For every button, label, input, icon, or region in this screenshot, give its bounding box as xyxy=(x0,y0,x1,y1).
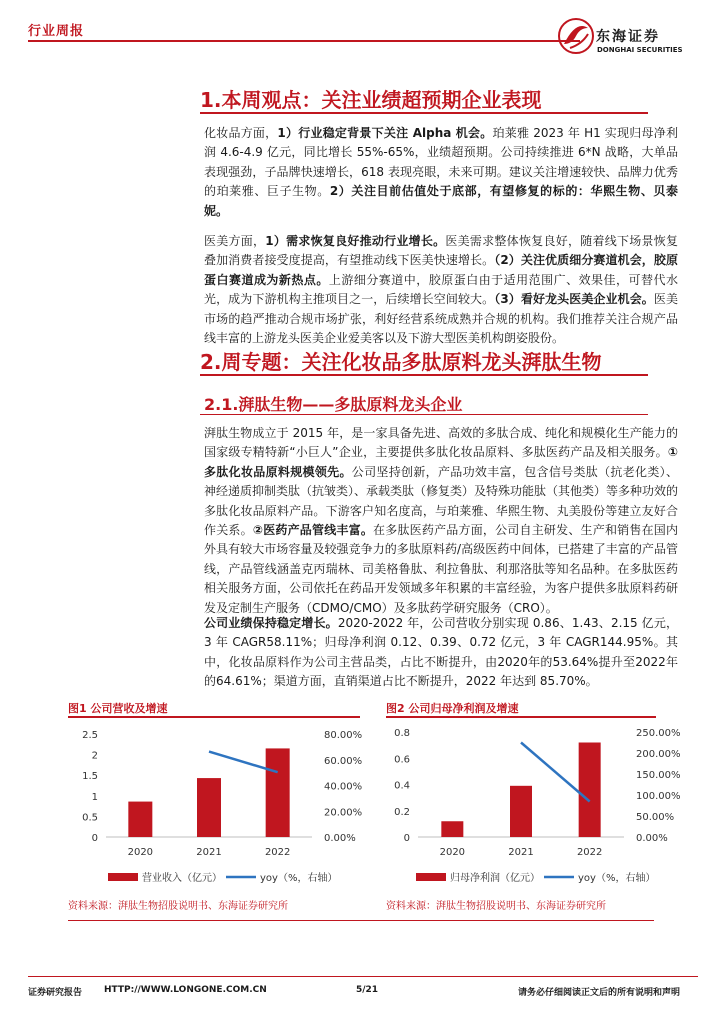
logo-text-en: DONGHAI SECURITIES xyxy=(597,46,683,54)
c2-x-tick-2021: 2021 xyxy=(508,847,534,858)
c1-left-tick: 0 xyxy=(91,833,98,844)
figure-1-legend-bar-label: 营业收入（亿元） xyxy=(142,873,222,884)
c1-right-tick: 60.00% xyxy=(324,755,363,767)
s2-p1-c: 在多肽医药产品方面，公司自主研发、生产和销售在国内外具有较大市场容量及较强竞争力的多肽原料药/高级医药中间体，已搭建了丰富的产品管线，产品管线涵盖克丙瑞林、司美格鲁肽、利拉鲁肽、利那洛肽等知名品种。在多肽医药相关服务方面，公司依托在药品开发领域多年积累的丰富经验，为客户提供多肽原料药研发及定制生产服务（CDMO/CMO）及多肽药学研究服务（CRO）。 xyxy=(204,523,678,615)
c1-right-tick: 20.00% xyxy=(324,807,363,819)
c2-bar-2020 xyxy=(441,821,463,837)
p2-lead: 医美方面， xyxy=(204,234,266,248)
p1-rest: 珀莱雅 2023 年 H1 实现归母净利润 4.6-4.9 亿元，同比增长 55%-65%，业绩超预期。公司持续推进 6*N 战略，大单品表现强劲，子品牌快速增长，618 表现亮眼，未来可期。建议关注增速较快、品牌力优秀的珀莱雅、巨子生物。 xyxy=(204,126,678,199)
footer-url-link[interactable]: HTTP://WWW.LONGONE.COM.CN xyxy=(104,985,267,995)
c2-bar-2021 xyxy=(510,786,532,837)
c1-bar-2021 xyxy=(197,778,221,837)
figure-2-legend-bar-label: 归母净利润（亿元） xyxy=(450,873,540,884)
header-divider xyxy=(28,40,580,42)
c2-left-tick: 0.2 xyxy=(394,806,410,818)
c2-right-tick: 50.00% xyxy=(636,812,675,823)
footer-report-type: 证券研究报告 xyxy=(28,988,83,998)
section-1-underline xyxy=(200,112,648,114)
s2-p2-rest: 2020-2022 年，公司营收分别实现 0.86、1.43、2.15 亿元，3 年 CAGR58.11%；归母净利润 0.12、0.39、0.72 亿元，3 年 CAGR144.95%。其中，化妆品原料作为公司主营品类，占比不断提升，由2020年的53.64%提升至2022年的64.61%；渠道方面，直销渠道占比不断提升，2022 年达到 85.70%。 xyxy=(204,616,678,689)
c2-left-tick: 0.8 xyxy=(394,728,410,739)
p2-rest2: 上游细分赛道中，胶原蛋白由于适用范围广、效果佳，可替代水光，成为下游机构主推项目之一，后续增长空间较大。 xyxy=(204,272,678,307)
p2-key2: （2）关注优质细分赛道机会，胶原蛋白赛道成为新热点。 xyxy=(204,253,678,287)
logo-emblem-icon xyxy=(556,14,596,58)
logo-text-cn: 东海证券 xyxy=(596,29,660,45)
c2-bar-2022 xyxy=(579,743,601,838)
figure-1-legend-line-label: yoy（%，右轴） xyxy=(260,873,338,884)
c2-right-tick: 200.00% xyxy=(636,749,681,760)
c2-right-tick: 250.00% xyxy=(636,728,681,739)
figure-2-title: 图2 公司归母净利润及增速 xyxy=(386,702,519,715)
c1-right-tick: 0.00% xyxy=(324,833,356,844)
section-1-paragraph-2 xyxy=(204,232,678,348)
c1-x-tick-2022: 2022 xyxy=(264,847,291,858)
s2-p1-key2: ②医药产品管线丰富。 xyxy=(252,523,374,538)
section-2-paragraph-1 xyxy=(204,424,678,618)
section-1-title: 1.本周观点：关注业绩超预期企业表现 xyxy=(200,88,542,112)
figure-1-title-bar xyxy=(68,716,360,718)
c1-left-tick: 1 xyxy=(91,791,98,803)
s2-p1-b: 公司坚持创新，产品功效丰富，包含信号类肽（抗老化类）、神经递质抑制类肽（抗皱类）、承载类肽（修复类）及特殊功能肽（其他类）等多种功效的多肽化妆品原料产品。下游客户知名度高，与珀莱雅、华熙生物、丸美股份等建立友好合作关系。 xyxy=(204,464,679,538)
c2-left-tick: 0.4 xyxy=(394,780,410,792)
figure-1-source: 资料来源：湃肽生物招股说明书、东海证券研究所 xyxy=(68,901,288,912)
c1-left-tick: 0.5 xyxy=(82,812,98,824)
footer-page-number: 5/21 xyxy=(356,985,379,995)
p1-key2: 2）关注目前估值处于底部，有望修复的标的：华熙生物、贝泰妮。 xyxy=(204,184,678,218)
c2-right-tick: 100.00% xyxy=(636,791,681,802)
c1-bar-2022 xyxy=(266,748,290,837)
p2-rest3: 医美市场的趋严推动合规市场扩张，利好经营系统成熟并合规的机构。我们推荐关注合规产品线丰富的上游龙头医美企业爱美客以及下游大型医美机构朗姿股份。 xyxy=(204,292,678,346)
p2-key: 1）需求恢复良好推动行业增长。 xyxy=(265,234,446,248)
s2-p2-key: 公司业绩保持稳定增长。 xyxy=(204,616,338,630)
figure-2-chart xyxy=(386,720,686,892)
section-2-paragraph-2 xyxy=(204,614,678,692)
c2-x-tick-2022: 2022 xyxy=(576,847,603,858)
c1-left-tick: 1.5 xyxy=(82,771,98,783)
section-2-1-underline xyxy=(200,414,648,415)
c2-left-tick: 0.6 xyxy=(394,754,410,766)
p1-lead: 化妆品方面， xyxy=(204,126,278,140)
figure-2-title-bar xyxy=(386,716,656,718)
c1-right-tick: 40.00% xyxy=(324,781,363,793)
figure-1-chart xyxy=(68,720,364,892)
p2-key3: （3）看好龙头医美企业机会。 xyxy=(494,292,654,307)
c1-left-tick: 2 xyxy=(91,750,98,762)
c2-x-tick-2020: 2020 xyxy=(439,847,466,858)
s2-p1-a: 湃肽生物成立于 2015 年，是一家具备先进、高效的多肽合成、纯化和规模化生产能力的国家级专精特新“小巨人”企业，主要提供多肽化妆品原料、多肽医药产品及相关服务。 xyxy=(204,426,678,460)
p1-key: 1）行业稳定背景下关注 Alpha 机会。 xyxy=(277,126,493,140)
c2-right-tick: 150.00% xyxy=(636,770,681,781)
figure-2-legend-line-label: yoy（%，右轴） xyxy=(578,873,656,884)
source-divider xyxy=(68,920,654,921)
c2-left-tick: 0 xyxy=(403,833,410,844)
s2-p1-key1: ①多肽化妆品原料规模领先。 xyxy=(204,445,678,479)
c1-left-tick: 2.5 xyxy=(82,730,98,741)
section-2-underline xyxy=(200,374,648,376)
footer-disclaimer: 请务必仔细阅读正文后的所有说明和声明 xyxy=(518,988,681,998)
c1-x-tick-2021: 2021 xyxy=(196,847,222,858)
section-1-paragraph-1 xyxy=(204,124,678,221)
figure-1-title: 图1 公司营收及增速 xyxy=(68,702,168,715)
c1-bar-2020 xyxy=(128,802,152,837)
figure-2-source: 资料来源：湃肽生物招股说明书、东海证券研究所 xyxy=(386,901,606,912)
c1-x-tick-2020: 2020 xyxy=(127,847,154,858)
section-2-title: 2.周专题：关注化妆品多肽原料龙头湃肽生物 xyxy=(200,350,602,374)
footer-divider xyxy=(28,976,698,977)
section-2-1-subtitle: 2.1.湃肽生物——多肽原料龙头企业 xyxy=(204,395,463,414)
p2-rest: 医美需求整体恢复良好，随着线下场景恢复叠加消费者接受度提高，有望推动线下医美快速增长。 xyxy=(204,234,678,268)
figure-2-legend-bar-swatch xyxy=(416,873,446,881)
header-section-label: 行业周报 xyxy=(28,24,85,39)
figure-1-legend-bar-swatch xyxy=(108,873,138,881)
c1-right-tick: 80.00% xyxy=(324,730,363,741)
c2-right-tick: 0.00% xyxy=(636,833,668,844)
